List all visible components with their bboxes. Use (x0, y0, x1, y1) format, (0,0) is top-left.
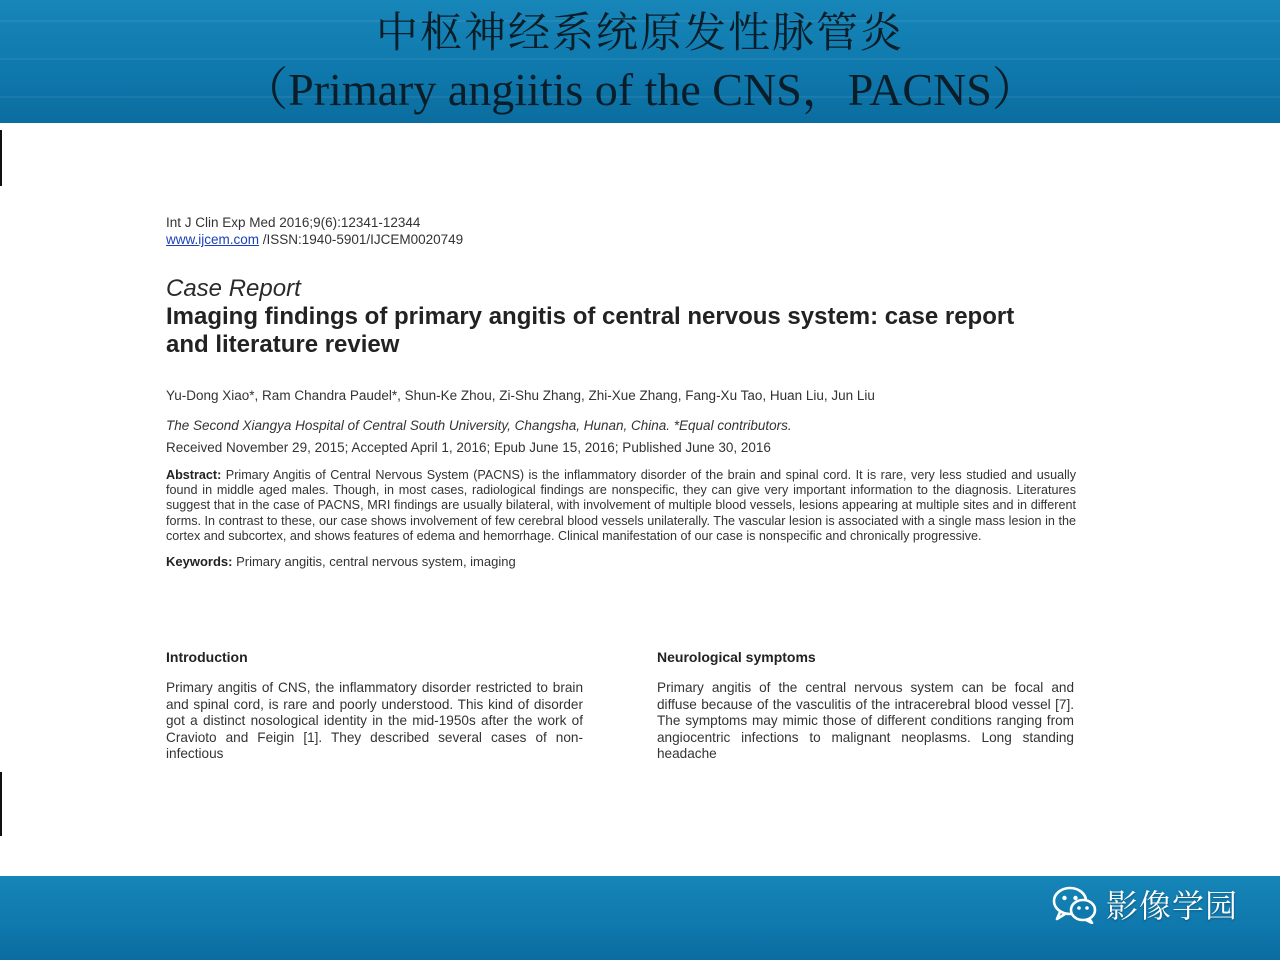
watermark (1052, 884, 1238, 924)
neurological-symptoms-column (657, 648, 1074, 763)
abstract (166, 468, 1076, 544)
introduction-heading: Introduction (166, 649, 248, 665)
watermark-text: 影像学园 (1105, 887, 1238, 925)
slide-title-chinese: 中枢神经系统原发性脉管炎 (375, 8, 904, 57)
journal-citation: Int J Clin Exp Med 2016;9(6):12341-12344 (166, 215, 421, 230)
neurological-symptoms-text: Primary angitis of the central nervous system can be focal and diffuse because of the vasculitis of the intracerebral blood vessel [7]. The symptoms may mimic those of different conditions ranging from angiocentric infections to malignant neoplasms. Long standing headache (657, 680, 1074, 761)
paper-title: Imaging findings of primary angitis of central nervous system: case report and literature review (166, 303, 1015, 358)
introduction-text: Primary angitis of CNS, the inflammatory disorder restricted to brain and spinal cord, is rare and poorly understood. This kind of disorder got a distinct nosological identity in the mid-1950s after the work of Cravioto and Feigin [1]. They described several cases of non-infectious (166, 680, 583, 761)
article-type: Case Report (166, 275, 301, 302)
wechat-icon (1052, 884, 1098, 924)
abstract-text: Primary Angitis of Central Nervous System (PACNS) is the inflammatory disorder of the brain and spinal cord. It is rare, very less studied and usually found in middle aged males. Though, in most cases, radiological findings are nonspecific, they can give very important information to the diagnosis. Literatures suggest that in the case of PACNS, MRI findings are usually bilateral, with involvement of multiple blood vessels, lesions appearing at multiple sites and in different forms. In contrast to these, our case shows involvement of few cerebral blood vessels unilaterally. The vascular lesion is associated with a single mass lesion in the cortex and subcortex, and shows features of edema and hemorrhage. Clinical manifestation of our case is nonspecific and chronically progressive. (166, 468, 1077, 543)
body-columns (166, 648, 1076, 776)
left-border-line (0, 130, 2, 186)
abstract-label: Abstract: (166, 468, 222, 482)
journal-web-line (166, 231, 1076, 248)
author-list: Yu-Dong Xiao*, Ram Chandra Paudel*, Shun-Ke Zhou, Zi-Shu Zhang, Zhi-Xue Zhang, Fang-Xu Tao, Huan Liu, Jun Liu (166, 388, 875, 403)
left-border-line (0, 772, 2, 836)
issn-text: /ISSN:1940-5901/IJCEM0020749 (262, 232, 464, 247)
keywords (166, 554, 1076, 570)
introduction-column (166, 648, 583, 763)
paper-screenshot (166, 214, 1077, 761)
neurological-symptoms-heading: Neurological symptoms (657, 649, 816, 665)
keywords-label: Keywords: (166, 554, 233, 570)
publication-dates: Received November 29, 2015; Accepted April 1, 2016; Epub June 15, 2016; Published June 30, 2016 (166, 440, 771, 455)
slide-header (0, 0, 1280, 123)
journal-website-link[interactable]: www.ijcem.com (166, 232, 260, 247)
keywords-text: Primary angitis, central nervous system, imaging (236, 554, 516, 570)
affiliation: The Second Xiangya Hospital of Central South University, Changsha, Hunan, China. *Equal contributors. (166, 418, 792, 433)
slide-title-english: （Primary angiitis of the CNS，PACNS） (242, 64, 1038, 115)
